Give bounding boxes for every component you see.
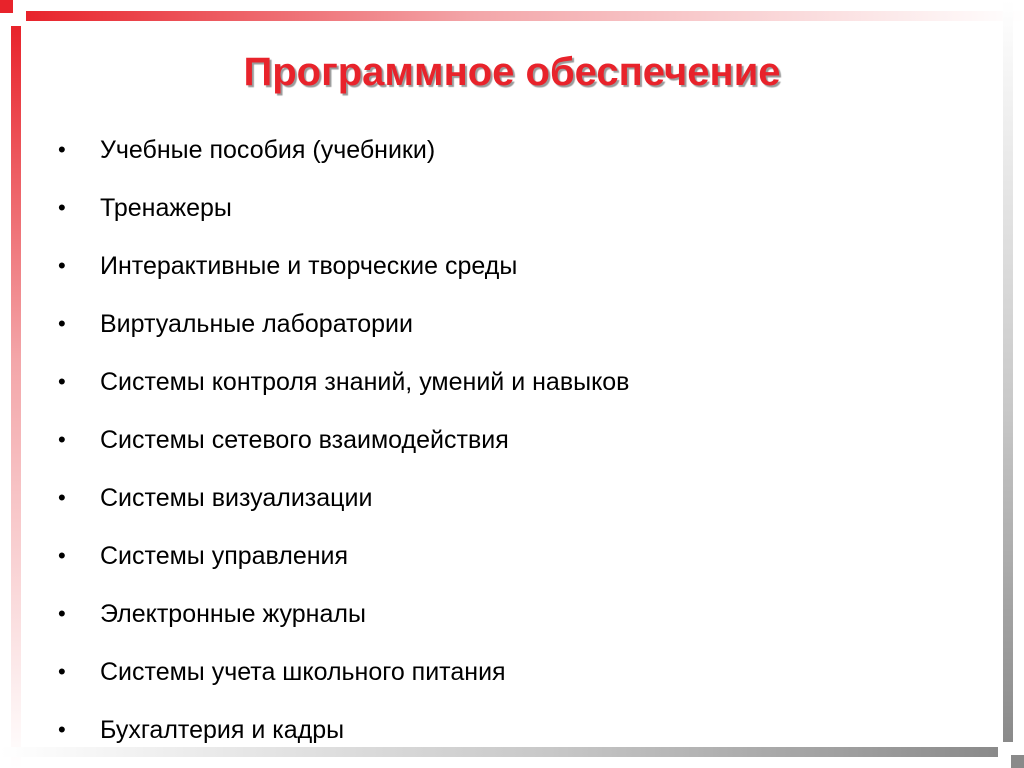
list-item <box>58 411 629 469</box>
list-item <box>58 585 629 643</box>
list-item-text: Электронные журналы <box>100 599 366 628</box>
list-item <box>58 179 629 237</box>
slide-title: Программное обеспечение <box>243 50 781 94</box>
bullet-icon: • <box>58 311 66 336</box>
bullet-icon: • <box>58 195 66 220</box>
list-item <box>58 701 629 759</box>
bullet-icon: • <box>58 543 66 568</box>
list-item-text: Системы управления <box>100 541 349 570</box>
bullet-icon: • <box>58 253 66 278</box>
list-item <box>58 527 629 585</box>
bullet-icon: • <box>58 659 66 684</box>
list-item-text: Интерактивные и творческие среды <box>100 251 518 280</box>
list-item <box>58 353 629 411</box>
bullet-icon: • <box>58 369 66 394</box>
bullet-list <box>58 121 629 759</box>
list-item-text: Системы сетевого взаимодействия <box>100 425 509 454</box>
bullet-icon: • <box>58 427 66 452</box>
bullet-icon: • <box>58 485 66 510</box>
list-item <box>58 121 629 179</box>
bullet-icon: • <box>58 717 66 742</box>
list-item-text: Бухгалтерия и кадры <box>100 715 345 744</box>
list-item-text: Тренажеры <box>100 193 232 222</box>
list-item-text: Системы учета школьного питания <box>100 657 506 686</box>
list-item-text: Виртуальные лаборатории <box>100 309 413 338</box>
frame-bar-left <box>11 26 21 768</box>
frame-bar-right <box>1003 0 1013 742</box>
bullet-icon: • <box>58 601 66 626</box>
list-item <box>58 643 629 701</box>
list-item <box>58 469 629 527</box>
list-item <box>58 295 629 353</box>
frame-corner-bottom-right <box>1011 755 1024 768</box>
list-item-text: Системы контроля знаний, умений и навыков <box>100 367 630 396</box>
frame-corner-top-left <box>0 0 13 13</box>
bullet-icon: • <box>58 137 66 162</box>
list-item-text: Системы визуализации <box>100 483 373 512</box>
list-item-text: Учебные пособия (учебники) <box>100 135 436 164</box>
frame-bar-top <box>26 11 1024 21</box>
list-item <box>58 237 629 295</box>
